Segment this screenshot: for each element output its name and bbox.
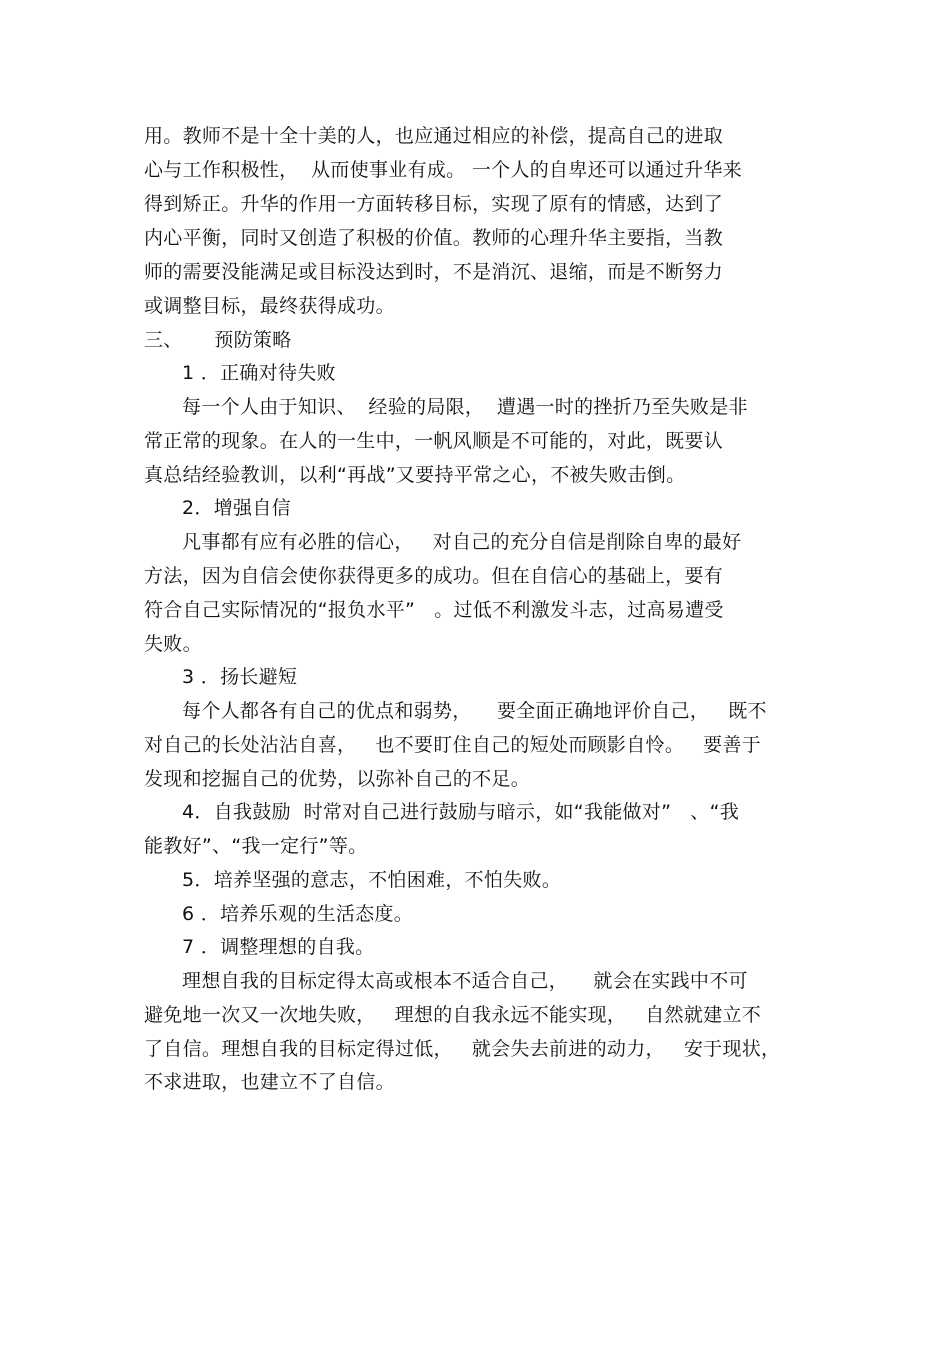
text-line: 凡事都有应有必胜的信心， 对自己的充分自信是削除自卑的最好: [144, 531, 742, 553]
subsection-heading: 7 ．调整理想的自我。: [144, 936, 375, 958]
subsection-heading: 1 ．正确对待失败: [144, 362, 336, 384]
text-line: 失败。: [144, 633, 202, 655]
subsection-heading: 4．自我鼓励 时常对自己进行鼓励与暗示，如“我能做对” 、“我: [144, 801, 740, 823]
text-line: 了自信。理想自我的目标定得过低， 就会失去前进的动力， 安于现状，: [144, 1038, 781, 1060]
text-line: 或调整目标，最终获得成功。: [144, 295, 395, 317]
text-line: 能教好”、“我一定行”等。: [144, 835, 368, 857]
text-line: 避免地一次又一次地失败， 理想的自我永远不能实现， 自然就建立不: [144, 1004, 762, 1026]
text-line: 符合自己实际情况的“报负水平” 。过低不利激发斗志，过高易遭受: [144, 599, 724, 621]
text-line: 理想自我的目标定得太高或根本不适合自己， 就会在实践中不可: [144, 970, 748, 992]
text-line: 用。教师不是十全十美的人，也应通过相应的补偿，提高自己的进取: [144, 125, 724, 147]
subsection-heading: 2．增强自信: [144, 497, 291, 519]
text-line: 内心平衡，同时又创造了积极的价值。教师的心理升华主要指，当教: [144, 227, 724, 249]
text-line: 师的需要没能满足或目标没达到时，不是消沉、退缩，而是不断努力: [144, 261, 724, 283]
text-line: 每个人都各有自己的优点和弱势， 要全面正确地评价自己， 既不: [144, 700, 767, 722]
text-line: 心与工作积极性， 从而使事业有成。 一个人的自卑还可以通过升华来: [144, 159, 743, 181]
text-line: 发现和挖掘自己的优势，以弥补自己的不足。: [144, 768, 531, 790]
text-line: 方法，因为自信会使你获得更多的成功。但在自信心的基础上，要有: [144, 565, 724, 587]
text-line: 得到矫正。升华的作用一方面转移目标，实现了原有的情感，达到了: [144, 193, 724, 215]
subsection-heading: 6 ．培养乐观的生活态度。: [144, 903, 414, 925]
text-line: 真总结经验教训，以利“再战”又要持平常之心，不被失败击倒。: [144, 464, 686, 486]
subsection-heading: 5．培养坚强的意志，不怕困难，不怕失败。: [144, 869, 562, 891]
text-line: 对自己的长处沾沾自喜， 也不要盯住自己的短处而顾影自怜。 要善于: [144, 734, 762, 756]
subsection-heading: 3 ．扬长避短: [144, 666, 298, 688]
text-line: 每一个人由于知识、 经验的局限， 遭遇一时的挫折乃至失败是非: [144, 396, 748, 418]
text-line: 常正常的现象。在人的一生中，一帆风顺是不可能的，对此，既要认: [144, 430, 724, 452]
text-line: 不求进取，也建立不了自信。: [144, 1071, 395, 1093]
section-heading: 三、 预防策略: [144, 329, 292, 351]
